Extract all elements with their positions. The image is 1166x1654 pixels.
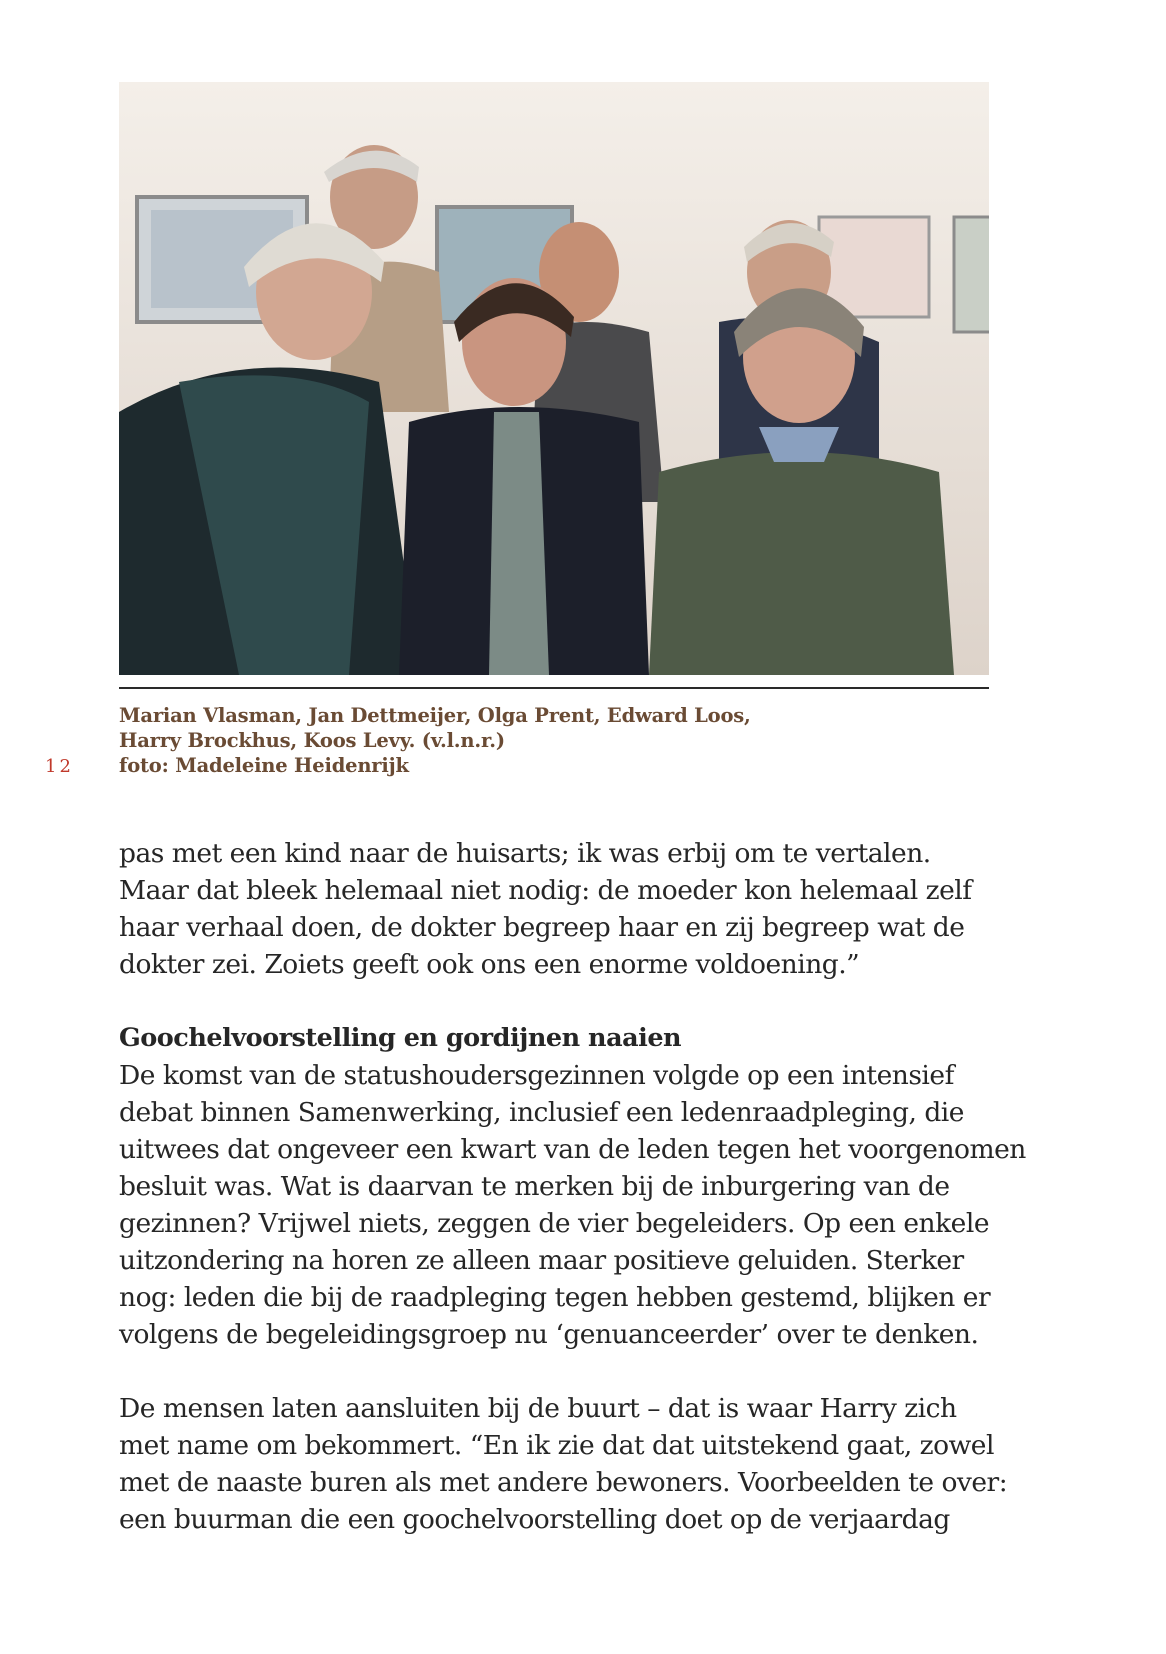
paragraph-line: uitzondering na horen ze alleen maar positieve geluiden. Sterker (119, 1245, 964, 1276)
paragraph-line: een buurman die een goochelvoorstelling doet op de verjaardag (119, 1504, 950, 1535)
photo-caption (119, 703, 879, 778)
page-number: 12 (45, 756, 74, 777)
caption-line-1: Marian Vlasman, Jan Dettmeijer, Olga Prent, Edward Loos, (119, 704, 751, 727)
article-body (119, 835, 1026, 1538)
caption-credit: foto: Madeleine Heidenrijk (119, 754, 409, 777)
caption-divider (119, 687, 989, 689)
paragraph-line: De komst van de statushoudersgezinnen volgde op een intensief (119, 1060, 954, 1091)
paragraph-line: besluit was. Wat is daarvan te merken bij de inburgering van de (119, 1171, 950, 1202)
paragraph-line: haar verhaal doen, de dokter begreep haar en zij begreep wat de (119, 912, 965, 943)
paragraph-line: Maar dat bleek helemaal niet nodig: de moeder kon helemaal zelf (119, 875, 972, 906)
paragraph-line: uitwees dat ongeveer een kwart van de leden tegen het voorgenomen (119, 1134, 1026, 1165)
section-heading: Goochelvoorstelling en gordijnen naaien (119, 1023, 682, 1053)
paragraph-line: De mensen laten aansluiten bij de buurt – dat is waar Harry zich (119, 1393, 957, 1424)
group-photo (119, 82, 989, 675)
paragraph-line: nog: leden die bij de raadpleging tegen hebben gestemd, blijken er (119, 1282, 991, 1313)
paragraph-line: gezinnen? Vrijwel niets, zeggen de vier begeleiders. Op een enkele (119, 1208, 990, 1239)
paragraph-line: volgens de begeleidingsgroep nu ‘genuanceerder’ over te denken. (119, 1319, 979, 1350)
paragraph-line: pas met een kind naar de huisarts; ik was erbij om te vertalen. (119, 838, 931, 869)
paragraph-line: debat binnen Samenwerking, inclusief een ledenraadpleging, die (119, 1097, 964, 1128)
paragraph-line: met name om bekommert. “En ik zie dat dat uitstekend gaat, zowel (119, 1430, 994, 1461)
paragraph-line: dokter zei. Zoiets geeft ook ons een enorme voldoening.” (119, 949, 860, 980)
group-photo-icon (119, 82, 989, 675)
caption-line-2: Harry Brockhus, Koos Levy. (v.l.n.r.) (119, 729, 505, 752)
paragraph-line: met de naaste buren als met andere bewoners. Voorbeelden te over: (119, 1467, 1008, 1498)
